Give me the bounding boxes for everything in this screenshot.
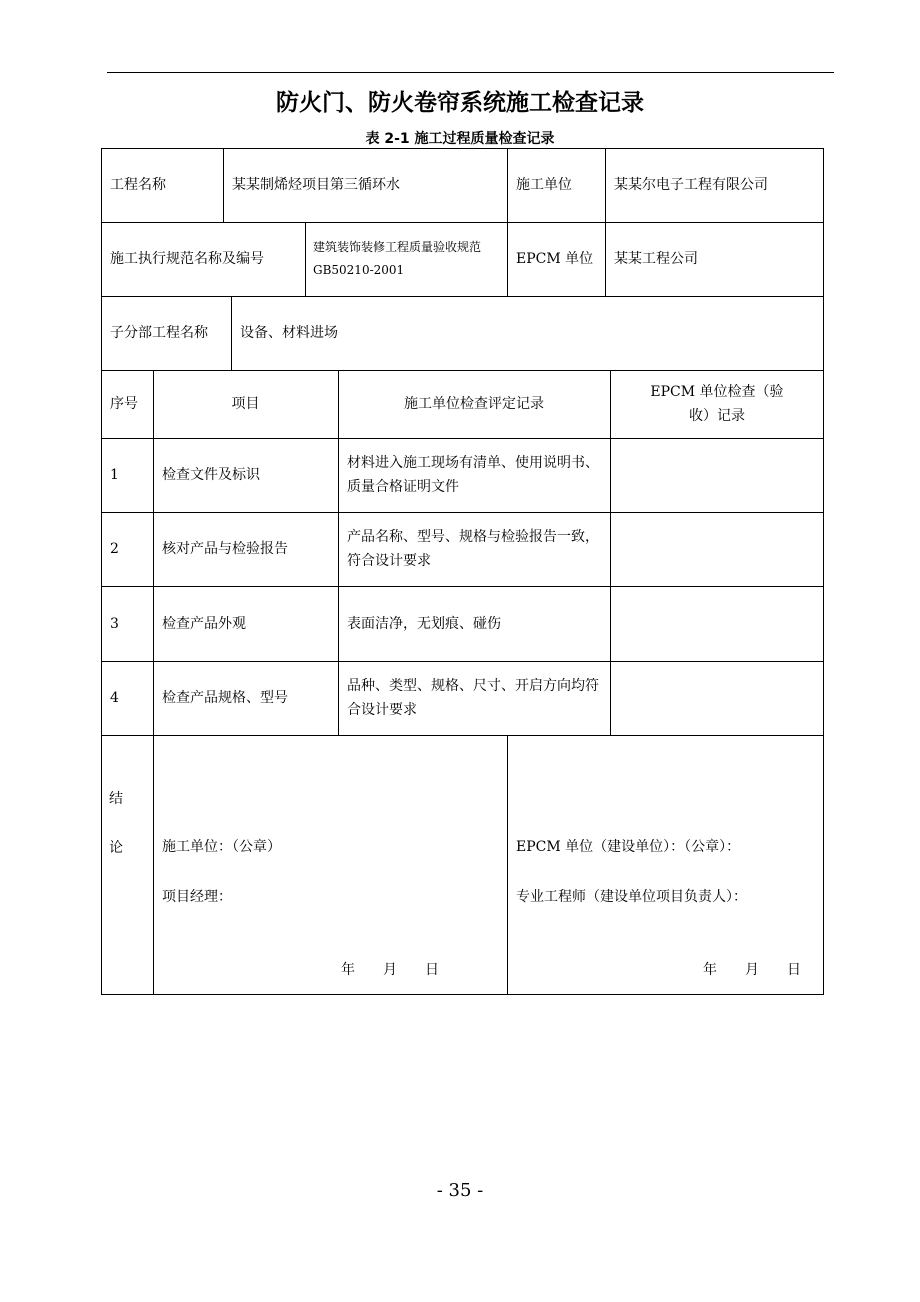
- row-record: 品种、类型、规格、尺寸、开启方向均符合设计要求: [347, 678, 599, 718]
- row-epcm-record: [610, 586, 824, 661]
- page-number: - 35 -: [436, 1180, 484, 1201]
- column-header-epcm: EPCM 单位检查（验收）记录: [650, 384, 784, 424]
- construction-unit-label: 施工单位: [516, 177, 572, 193]
- header-rule: [107, 72, 834, 73]
- conclusion-label-1: 结: [109, 791, 123, 807]
- row-record: 产品名称、型号、规格与检验报告一致，符合设计要求: [347, 529, 599, 569]
- col-divider: [507, 735, 508, 995]
- epcm-date: 年 月 日: [703, 962, 801, 978]
- table-caption: 表 2-1 施工过程质量检查记录: [365, 131, 555, 147]
- conclusion-label-2: 论: [109, 840, 123, 856]
- standard-value: 建筑装饰装修工程质量验收规范 GB50210-2001: [313, 240, 482, 277]
- page-title: 防火门、防火卷帘系统施工检查记录: [276, 90, 644, 116]
- epcm-unit-value: 某某工程公司: [614, 251, 698, 267]
- project-name-label: 工程名称: [110, 177, 166, 193]
- row-number: 3: [110, 615, 119, 632]
- project-manager-signature: 项目经理：: [162, 889, 232, 905]
- column-header-no: 序号: [110, 396, 138, 412]
- project-name-value: 某某制烯烃项目第三循环水: [232, 177, 400, 193]
- row-item: 检查产品规格、型号: [162, 690, 288, 706]
- sub-project-label: 子分部工程名称: [110, 325, 208, 341]
- row-record: 材料进入施工现场有清单、使用说明书、质量合格证明文件: [347, 455, 599, 495]
- row-number: 4: [110, 690, 119, 706]
- epcm-unit-seal: EPCM 单位（建设单位）：（公章）：: [516, 839, 741, 855]
- row-epcm-record: [610, 512, 824, 586]
- row-item: 核对产品与检验报告: [162, 541, 288, 557]
- engineer-signature: 专业工程师（建设单位项目负责人）：: [516, 889, 747, 905]
- row-number: 2: [110, 541, 119, 557]
- epcm-unit-label: EPCM 单位: [516, 251, 594, 267]
- construction-unit-value: 某某尔电子工程有限公司: [614, 177, 768, 193]
- sub-project-value: 设备、材料进场: [240, 325, 338, 341]
- row-number: 1: [110, 467, 119, 483]
- row-item: 检查产品外观: [162, 615, 246, 632]
- row-record: 表面洁净，无划痕、碰伤: [347, 615, 501, 632]
- row-epcm-record: [610, 661, 824, 735]
- column-header-record: 施工单位检查评定记录: [404, 396, 544, 412]
- standard-label: 施工执行规范名称及编号: [110, 251, 264, 267]
- construction-date: 年 月 日: [341, 962, 439, 978]
- row-divider: [101, 735, 824, 736]
- row-item: 检查文件及标识: [162, 467, 260, 483]
- row-epcm-record: [610, 438, 824, 512]
- column-header-item: 项目: [231, 396, 260, 412]
- construction-unit-seal: 施工单位：（公章）: [162, 839, 281, 855]
